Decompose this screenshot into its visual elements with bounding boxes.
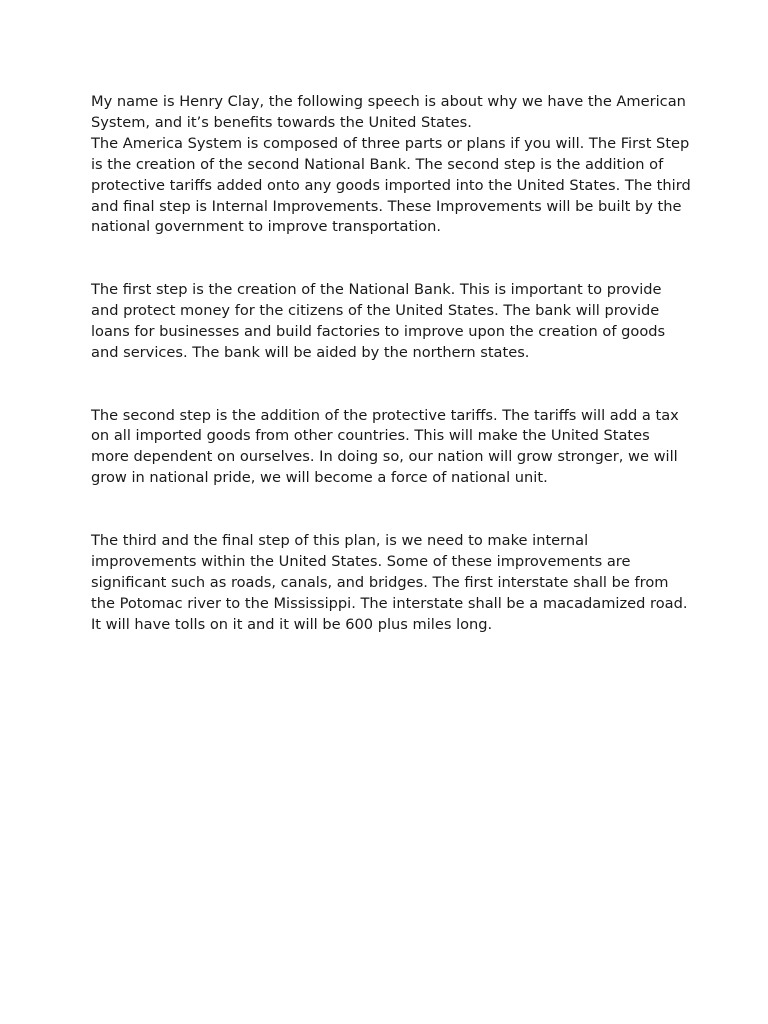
paragraph-spacer [91, 238, 691, 280]
paragraph-spacer [91, 364, 691, 406]
document-body [91, 92, 691, 636]
paragraph-national-bank: The first step is the creation of the National Bank. This is important to provide and protect money for the citizens of the United States. The bank will provide loans for businesses and build factories to improve upon the creation of goods and services. The bank will be aided by the northern states. [91, 281, 666, 361]
paragraph-intro: My name is Henry Clay, the following speech is about why we have the American System, and it’s benefits towards the United States. [91, 93, 686, 131]
paragraph-spacer [91, 489, 691, 531]
paragraph-overview: The America System is composed of three parts or plans if you will. The First Step is the creation of the second National Bank. The second step is the addition of protective tariffs added onto any goods imported into the United States. The third and final step is Internal Improvements. These Improvements will be built by the national government to improve transportation. [91, 134, 691, 236]
paragraph-tariffs: The second step is the addition of the protective tariffs. The tariffs will add a tax on all imported goods from other countries. This will make the United States more dependent on ourselves. In doing so, our nation will grow stronger, we will grow in national pride, we will become a force of national unit. [91, 406, 679, 487]
paragraph-internal-improvements: The third and the final step of this plan, is we need to make internal improvements within the United States. Some of these improvements are significant such as roads, canals, and bridges. The first interstate shall be from the Potomac river to the Mississippi. The interstate shall be a macadamized road. It will have tolls on it and it will be 600 plus miles long. [91, 531, 688, 633]
